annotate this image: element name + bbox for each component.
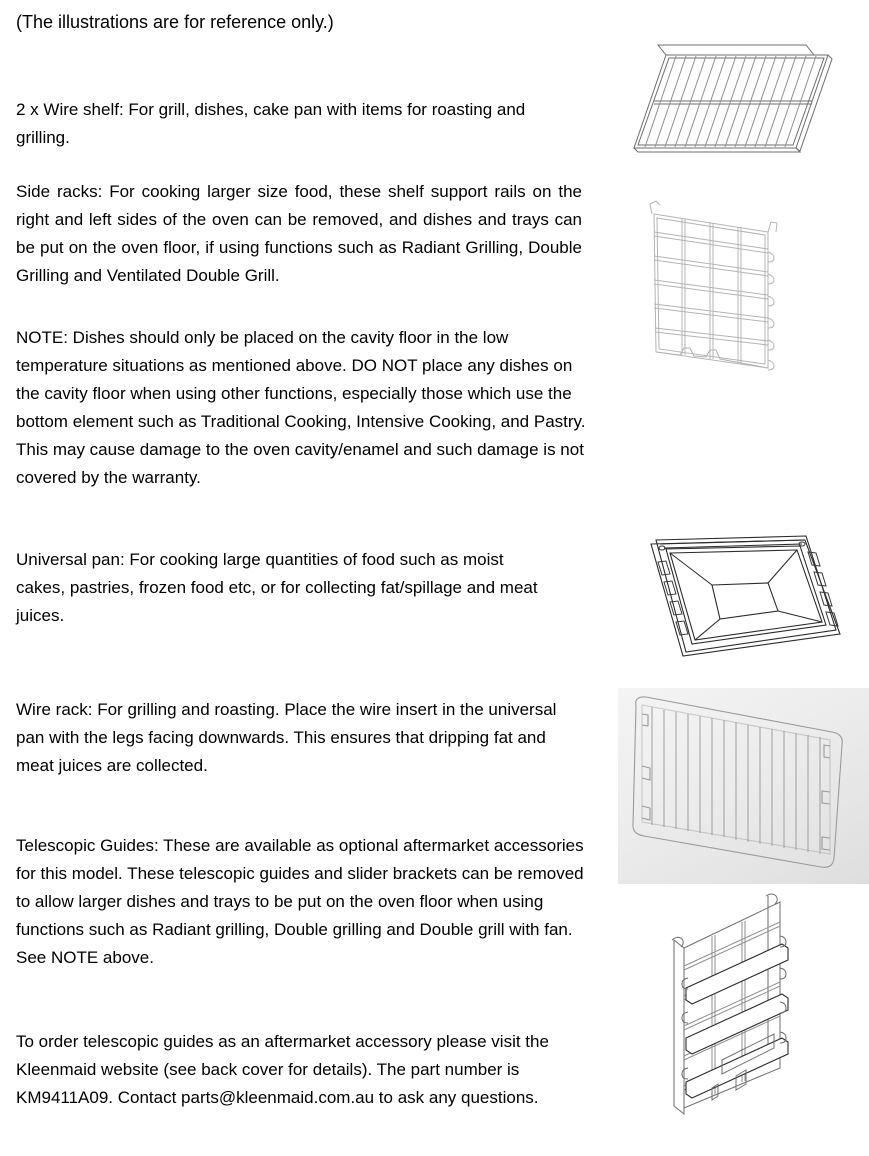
side-rack-illustration — [640, 192, 800, 384]
paragraph-ordering: To order telescopic guides as an aftermarket accessory please visit the Kleenmaid website (see back cover for details). The part number is KM9411A09. Contact parts@kleenmaid.com.au to ask any questions. — [16, 1032, 549, 1107]
paragraph-side-racks: Side racks: For cooking larger size food, these shelf support rails on the right and left sides of the oven can be removed, and dishes and trays can be put on the oven floor, if using functions such as Radiant Grilling, Double Grilling and Ventilated Double Grill. — [16, 182, 582, 285]
paragraph-universal-pan: Universal pan: For cooking large quantities of food such as moist cakes, pastries, frozen food etc, or for collecting fat/spillage and meat juices. — [16, 550, 538, 625]
paragraph-note: NOTE: Dishes should only be placed on the cavity floor in the low temperature situations as mentioned above. DO NOT place any dishes on the cavity floor when using other functions, especially those which use the bottom element such as Traditional Cooking, Intensive Cooking, and Pastry. This may cause damage to the oven cavity/enamel and such damage is not covered by the warranty. — [16, 328, 586, 487]
telescopic-guides-illustration — [662, 892, 824, 1116]
paragraph-telescopic-guides: Telescopic Guides: These are available as optional aftermarket accessories for this model. These telescopic guides and slider brackets can be removed to allow larger dishes and trays to be put on the oven floor when using functions such as Radiant grilling, Double grilling and Double grill with fan. See NOTE above. — [16, 836, 584, 967]
universal-pan-illustration — [620, 522, 869, 662]
paragraph-wire-shelf: 2 x Wire shelf: For grill, dishes, cake pan with items for roasting and grilling. — [16, 100, 526, 147]
reference-note: (The illustrations are for reference only.) — [16, 12, 334, 32]
paragraph-wire-rack: Wire rack: For grilling and roasting. Place the wire insert in the universal pan with the legs facing downwards. This ensures that dripping fat and meat juices are collected. — [16, 700, 557, 775]
wire-shelf-illustration — [628, 28, 840, 156]
wire-rack-photo — [618, 688, 869, 884]
